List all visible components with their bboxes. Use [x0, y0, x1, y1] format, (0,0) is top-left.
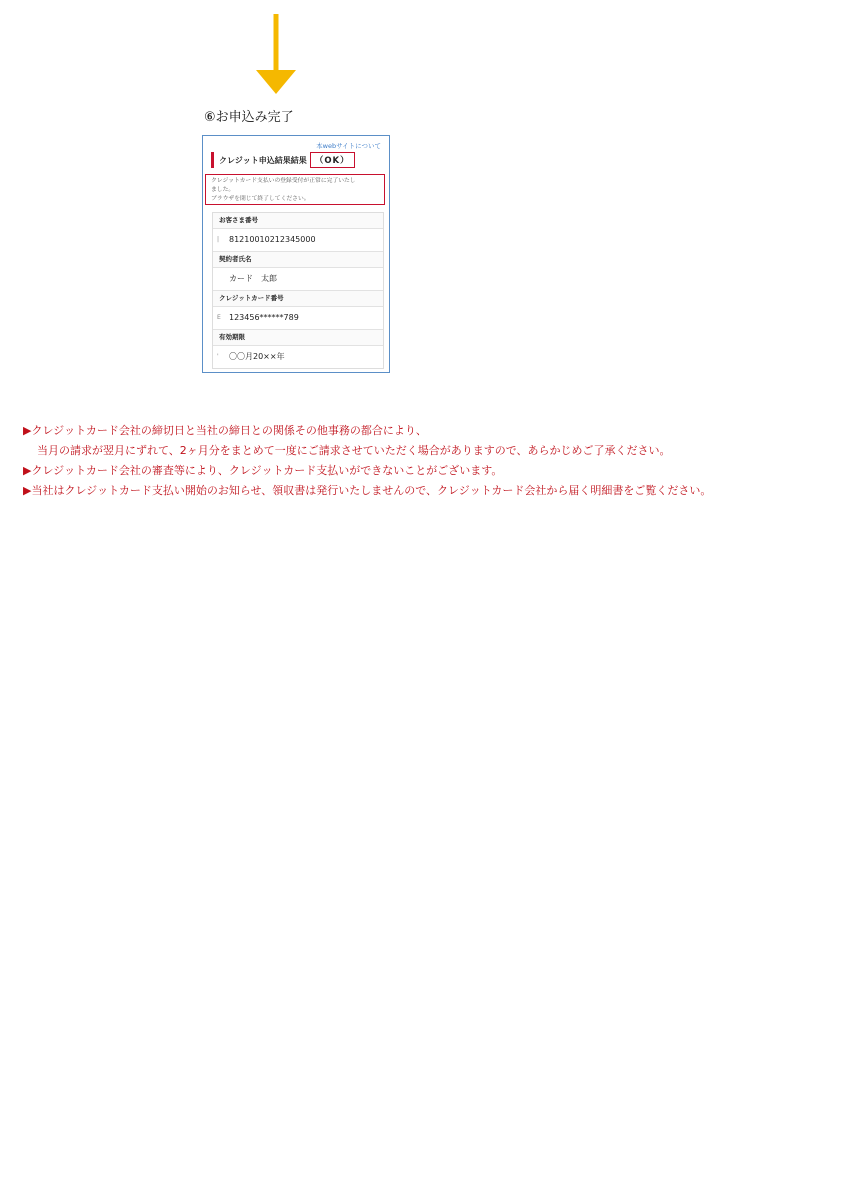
note-item: ▶クレジットカード会社の締切日と当社の締日との関係その他事務の都合により、: [23, 424, 427, 437]
field-marker: |: [217, 236, 220, 243]
field-marker: ': [217, 353, 219, 360]
message-line: ブラウザを閉じて終了してください。: [211, 196, 310, 202]
down-arrow-icon: [254, 14, 298, 96]
result-fields: [212, 212, 384, 369]
result-status-badge: （OK）: [310, 152, 355, 168]
field-value: 〇〇月20××年: [229, 352, 285, 361]
field-value: 123456******789: [229, 313, 299, 322]
customer-number-value: [213, 229, 383, 252]
card-number-label: クレジットカード番号: [213, 291, 383, 307]
field-marker: E: [217, 314, 221, 321]
card-number-value: [213, 307, 383, 330]
customer-number-label: お客さま番号: [213, 213, 383, 229]
expiry-label: 有効期限: [213, 330, 383, 346]
field-value: カード 太郎: [229, 274, 277, 283]
completion-message: [205, 174, 385, 205]
note-item: ▶クレジットカード会社の審査等により、クレジットカード支払いができないことがございます。: [23, 464, 503, 477]
result-header: [211, 152, 355, 168]
note-item-continued: 当月の請求が翌月にずれて、2ヶ月分をまとめて一度にご請求させていただく場合がありますので、あらかじめご了承ください。: [37, 444, 671, 457]
about-site-link[interactable]: 本webサイトについて: [316, 142, 381, 150]
message-line: ました。: [211, 187, 235, 193]
note-item: ▶当社はクレジットカード支払い開始のお知らせ、領収書は発行いたしませんので、クレジットカード会社から届く明細書をご覧ください。: [23, 484, 712, 497]
contract-holder-label: 契約者氏名: [213, 252, 383, 268]
step-title: ⑥お申込み完了: [204, 110, 294, 125]
message-line: クレジットカード支払いの登録受付が正常に完了いたし: [211, 178, 356, 184]
field-value: 81210010212345000: [229, 235, 316, 244]
contract-holder-value: [213, 268, 383, 291]
completion-screen: [202, 135, 390, 373]
notes-section: [23, 421, 711, 501]
result-title: クレジット申込結果結果: [219, 155, 307, 165]
expiry-value: [213, 346, 383, 368]
